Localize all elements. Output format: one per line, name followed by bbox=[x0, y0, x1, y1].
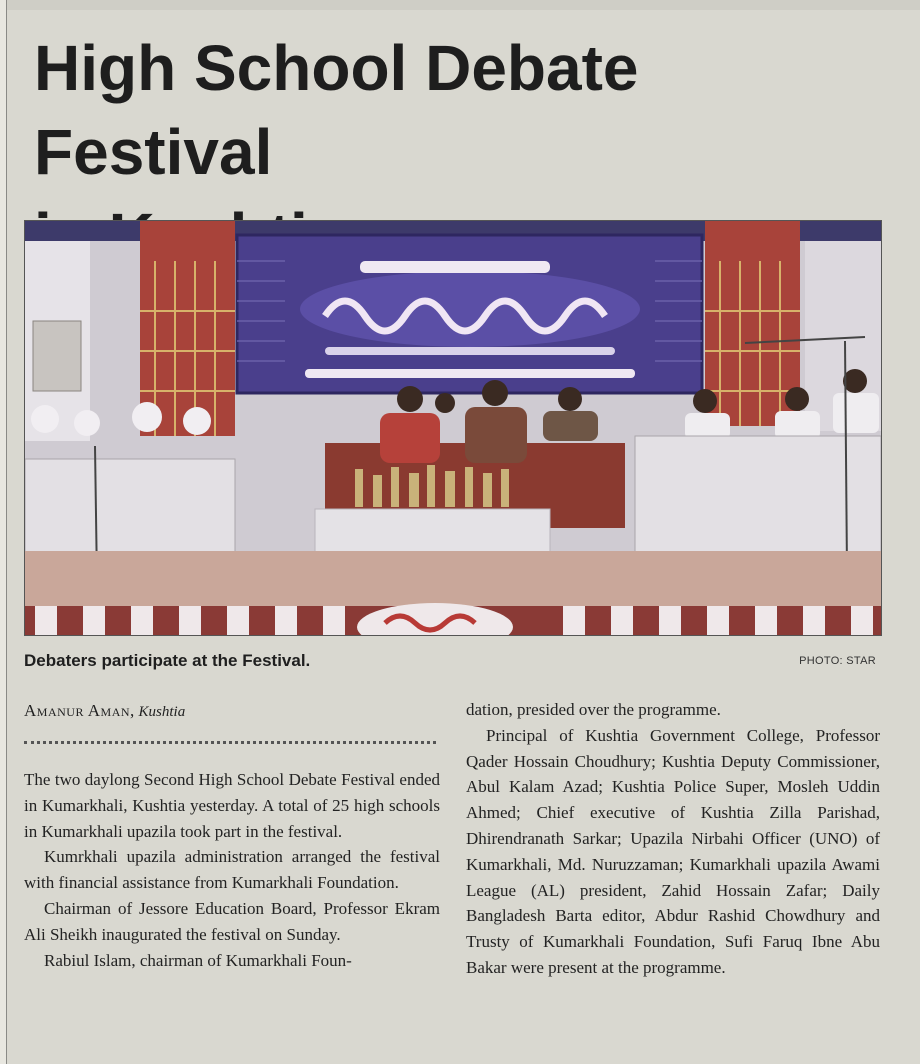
byline: Amanur Aman, Kushtia bbox=[24, 701, 186, 720]
article-photo bbox=[24, 220, 882, 636]
paragraph: Rabiul Islam, chairman of Kumarkhali Foun- bbox=[44, 950, 352, 970]
paragraph: dation, presided over the programme. bbox=[466, 700, 721, 719]
paragraph: The two daylong Second High School Debate Festival ended in Kumarkhali, Kushtia yesterday. A total of 25 high schools in Kumarkhali upazila took part in the festival. bbox=[24, 770, 440, 841]
byline-location: Kushtia bbox=[138, 704, 186, 720]
debate-stage-photo bbox=[25, 221, 881, 635]
article-column-left bbox=[24, 767, 440, 973]
byline-author: Amanur Aman bbox=[24, 701, 131, 720]
article-column-right bbox=[466, 697, 880, 981]
paragraph: Kumrkhali upazila administration arranged the festival with financial assistance from Kumarkhali Foundation. bbox=[24, 847, 440, 893]
paragraph: Principal of Kushtia Government College, Professor Qader Hossain Choudhury; Kushtia Deputy Commissioner, Abul Kalam Azad; Kushtia Police Super, Mosleh Uddin Ahmed; Chief executive of Kushtia Zilla Parishad, Dhirendranath Sarkar; Upazila Nirbahi Officer (UNO) of Kumarkhali, Md. Nuruzzaman; Kumarkhali upazila Awami League (AL) president, Zahid Hossain Zafar; Daily Bangladesh Barta editor, Abdur Rashid Chowdhury and Trusty of Kumarkhali Foundation, Sufi Faruq Ibne Abu Bakar were present at the programme. bbox=[466, 725, 880, 977]
clipping-top-strip bbox=[7, 0, 920, 10]
paragraph: Chairman of Jessore Education Board, Professor Ekram Ali Sheikh inaugurated the festival on Sunday. bbox=[24, 898, 440, 944]
byline-divider bbox=[24, 741, 436, 744]
photo-credit: PHOTO: STAR bbox=[799, 655, 876, 667]
clipping-left-edge bbox=[0, 0, 7, 1064]
headline-line-1: High School Debate Festival bbox=[34, 32, 639, 188]
photo-caption: Debaters participate at the Festival. bbox=[24, 651, 311, 670]
